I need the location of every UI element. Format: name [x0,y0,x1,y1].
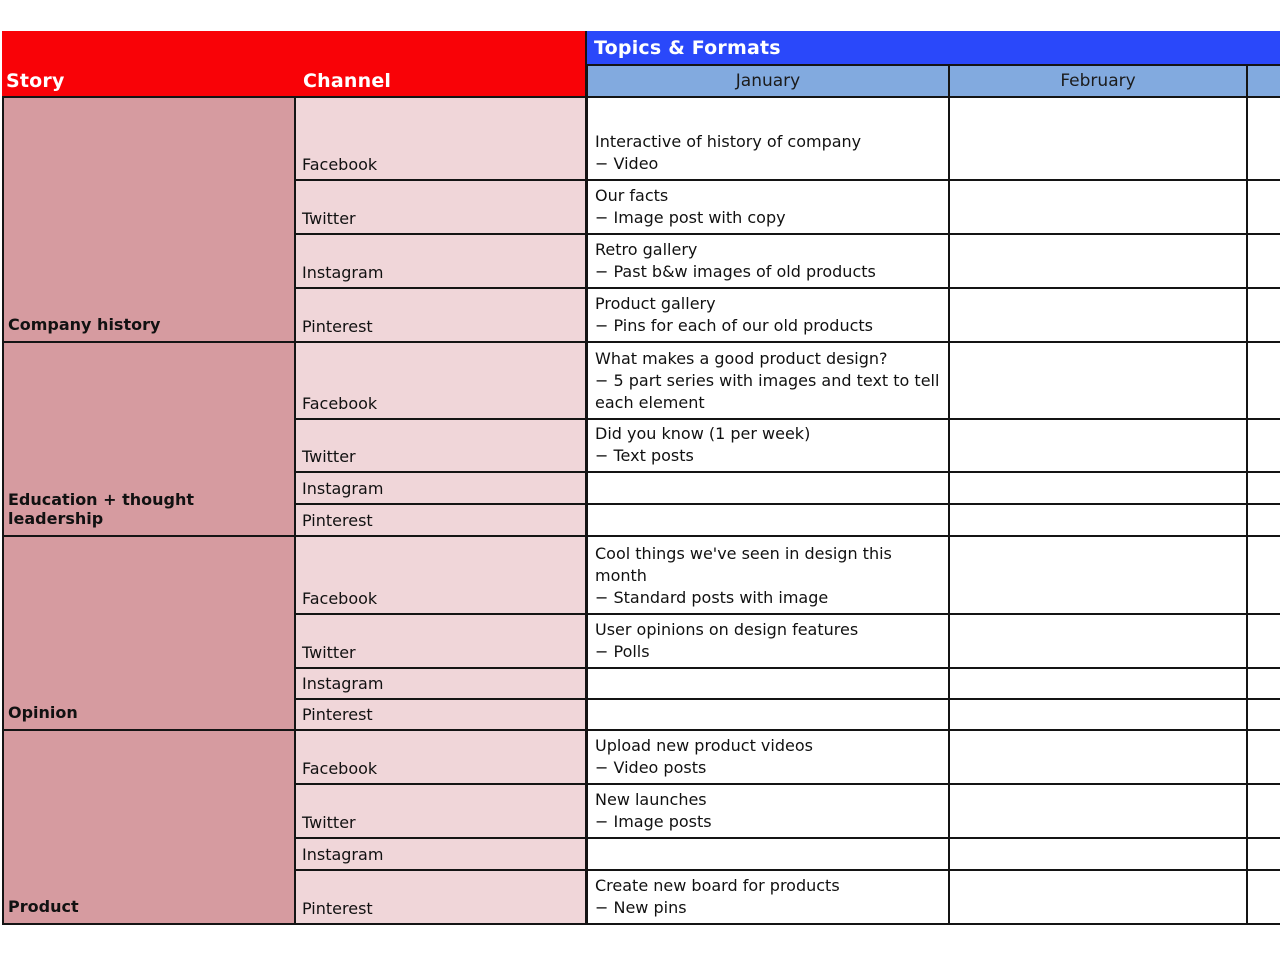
topic-cell-january[interactable] [587,700,950,731]
story-cell-opinion[interactable]: Opinion [2,537,296,731]
channel-cell[interactable]: Twitter [296,785,587,839]
topic-cell-next[interactable] [1248,615,1280,669]
channel-cell[interactable]: Twitter [296,181,587,235]
topic-cell-february[interactable] [950,98,1248,181]
topic-cell-next[interactable] [1248,505,1280,537]
topic-cell-february[interactable] [950,839,1248,871]
topic-cell-next[interactable] [1248,235,1280,289]
topic-cell-february[interactable] [950,505,1248,537]
channel-cell[interactable]: Instagram [296,473,587,505]
channel-cell[interactable]: Pinterest [296,505,587,537]
topic-cell-next[interactable] [1248,420,1280,473]
channel-cell[interactable]: Pinterest [296,289,587,343]
topic-cell-next[interactable] [1248,871,1280,925]
topic-cell-january[interactable]: Product gallery − Pins for each of our old products [587,289,950,343]
topic-cell-january[interactable]: New launches − Image posts [587,785,950,839]
topic-cell-february[interactable] [950,615,1248,669]
topic-cell-february[interactable] [950,181,1248,235]
topic-cell-january[interactable] [587,473,950,505]
topic-cell-february[interactable] [950,420,1248,473]
topic-cell-next[interactable] [1248,785,1280,839]
month-header-january[interactable]: January [587,66,950,98]
story-cell-education-thought-leadership[interactable]: Education + thought leadership [2,343,296,537]
topic-cell-february[interactable] [950,785,1248,839]
topic-cell-february[interactable] [950,235,1248,289]
month-header-february[interactable]: February [950,66,1248,98]
topic-cell-january[interactable]: Retro gallery − Past b&w images of old products [587,235,950,289]
topic-cell-february[interactable] [950,700,1248,731]
topic-cell-january[interactable]: User opinions on design features − Polls [587,615,950,669]
topic-cell-january[interactable]: Upload new product videos − Video posts [587,731,950,785]
topic-cell-february[interactable] [950,731,1248,785]
topic-cell-january[interactable]: Our facts − Image post with copy [587,181,950,235]
topic-cell-next[interactable] [1248,839,1280,871]
topic-cell-next[interactable] [1248,98,1280,181]
story-column-header: Story [6,70,65,92]
topic-cell-next[interactable] [1248,700,1280,731]
topic-cell-next[interactable] [1248,537,1280,615]
content-calendar-table [2,31,1280,925]
topic-cell-january[interactable]: What makes a good product design? − 5 part series with images and text to tell each element [587,343,950,420]
topic-cell-next[interactable] [1248,181,1280,235]
channel-cell[interactable]: Instagram [296,669,587,700]
topics-formats-header[interactable]: Topics & Formats [587,31,1280,66]
topic-cell-february[interactable] [950,537,1248,615]
channel-cell[interactable]: Twitter [296,420,587,473]
topic-cell-january[interactable] [587,839,950,871]
channel-cell[interactable]: Facebook [296,343,587,420]
story-channel-header[interactable] [2,31,587,98]
channel-cell[interactable]: Facebook [296,537,587,615]
channel-cell[interactable]: Twitter [296,615,587,669]
channel-cell[interactable]: Instagram [296,235,587,289]
channel-cell[interactable]: Pinterest [296,700,587,731]
topic-cell-next[interactable] [1248,473,1280,505]
topic-cell-january[interactable]: Did you know (1 per week) − Text posts [587,420,950,473]
topic-cell-january[interactable] [587,669,950,700]
topic-cell-january[interactable]: Create new board for products − New pins [587,871,950,925]
topic-cell-february[interactable] [950,871,1248,925]
story-cell-product[interactable]: Product [2,731,296,925]
story-cell-company-history[interactable]: Company history [2,98,296,343]
channel-column-header: Channel [303,70,392,92]
topic-cell-february[interactable] [950,473,1248,505]
topic-cell-next[interactable] [1248,343,1280,420]
topic-cell-february[interactable] [950,289,1248,343]
channel-cell[interactable]: Instagram [296,839,587,871]
topic-cell-next[interactable] [1248,289,1280,343]
topic-cell-january[interactable]: Cool things we've seen in design this month − Standard posts with image [587,537,950,615]
channel-cell[interactable]: Facebook [296,731,587,785]
topic-cell-january[interactable] [587,505,950,537]
topic-cell-next[interactable] [1248,669,1280,700]
topic-cell-february[interactable] [950,669,1248,700]
topic-cell-next[interactable] [1248,731,1280,785]
channel-cell[interactable]: Facebook [296,98,587,181]
topic-cell-january[interactable]: Interactive of history of company − Video [587,98,950,181]
month-header-next[interactable] [1248,66,1280,98]
channel-cell[interactable]: Pinterest [296,871,587,925]
topic-cell-february[interactable] [950,343,1248,420]
